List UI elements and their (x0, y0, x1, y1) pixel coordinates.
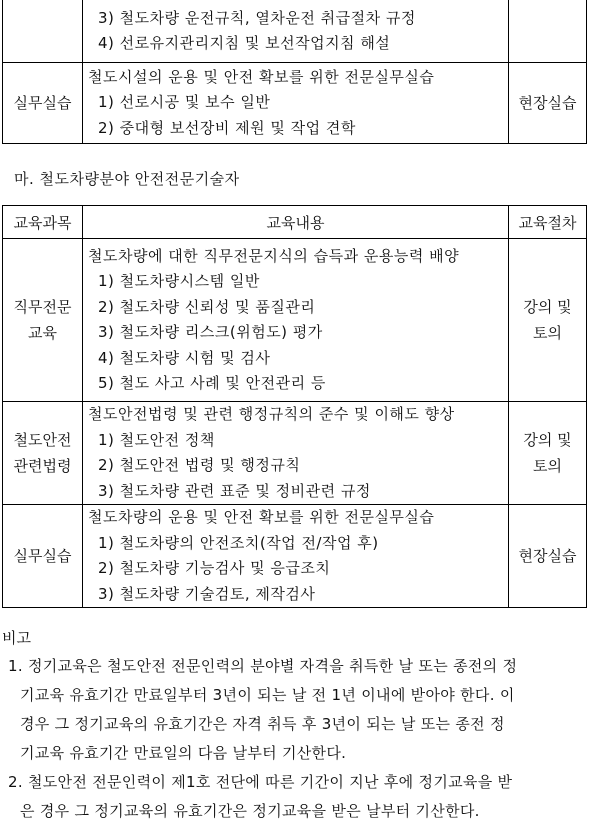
continued-row (3, 0, 587, 63)
table-row (3, 505, 587, 608)
category-label: 직무전문 (13, 298, 72, 316)
content-line: 1) 철도차량의 안전조치(작업 전/작업 후) (98, 533, 379, 552)
content-cell (83, 402, 509, 505)
category-label: 실무실습 (13, 94, 72, 112)
content-line: 2) 중대형 보선장비 제원 및 작업 견학 (98, 118, 356, 137)
content-line: 1) 선로시공 및 보수 일반 (98, 93, 271, 112)
note-line: 은 경우 그 정기교육의 유효기간은 정기교육을 받은 날부터 기산한다. (20, 802, 480, 820)
category-cell (3, 402, 83, 505)
content-line: 3) 철도차량 운전규칙, 열차운전 취급절차 규정 (98, 8, 416, 27)
content-line: 1) 철도차량시스템 일반 (98, 272, 260, 290)
note-item (2, 768, 587, 826)
category-label: 실무실습 (13, 547, 72, 565)
note-line: 경우 그 정기교육의 유효기간은 자격 취득 후 3년이 되는 날 또는 종전 정 (20, 715, 505, 733)
top-table (2, 0, 587, 144)
content-line: 2) 철도차량 신뢰성 및 품질관리 (98, 297, 316, 316)
procedure-label: 토의 (533, 457, 562, 475)
note-line: 기교육 유효기간 만료일부터 3년이 되는 날 전 1년 이내에 받아야 한다. 이 (20, 686, 515, 704)
header-row (3, 206, 587, 239)
header-cell-content: 교육내용 (83, 206, 509, 239)
note-line: 2. 철도안전 전문인력이 제1호 전단에 따른 기간이 지난 후에 정기교육을 받 (8, 773, 513, 791)
notes-title: 비고 (2, 629, 31, 647)
content-line: 4) 철도차량 시험 및 검사 (98, 348, 271, 367)
procedure-cell (509, 239, 587, 402)
content-line: 철도안전법령 및 관련 행정규칙의 준수 및 이해도 향상 (88, 405, 455, 423)
category-cell (3, 239, 83, 402)
procedure-cell (509, 402, 587, 505)
content-line: 철도시설의 운용 및 안전 확보를 위한 전문실무실습 (88, 67, 435, 86)
content-line: 3) 철도차량 관련 표준 및 정비관련 규정 (98, 481, 371, 500)
continued-procedure-cell (509, 0, 587, 63)
procedure-label: 토의 (533, 324, 562, 342)
practice-procedure-cell (509, 63, 587, 144)
content-line: 3) 철도차량 기술검토, 제작검사 (98, 584, 316, 603)
procedure-label: 강의 및 (523, 298, 572, 316)
practice-row (3, 63, 587, 144)
procedure-cell (509, 505, 587, 608)
content-line: 철도차량의 운용 및 안전 확보를 위한 전문실무실습 (88, 508, 435, 526)
category-cell (3, 505, 83, 608)
content-line: 1) 철도안전 정책 (98, 430, 215, 449)
procedure-label: 현장실습 (518, 94, 577, 112)
content-cell (83, 239, 509, 402)
note-line: 기교육 유효기간 만료일의 다음 날부터 기산한다. (20, 744, 347, 762)
main-table (2, 205, 587, 608)
content-line: 2) 철도차량 기능검사 및 응급조치 (98, 559, 331, 577)
content-line: 2) 철도안전 법령 및 행정규칙 (98, 456, 301, 474)
procedure-label: 현장실습 (518, 547, 577, 565)
content-line: 철도차량에 대한 직무전문지식의 습득과 운용능력 배양 (88, 246, 460, 265)
table-row (3, 239, 587, 402)
practice-content-cell (83, 63, 509, 144)
note-item (2, 652, 587, 768)
category-label: 관련법령 (13, 457, 72, 475)
continued-category-cell (3, 0, 83, 63)
procedure-label: 강의 및 (523, 431, 572, 449)
header-cell-procedure: 교육절차 (509, 206, 587, 239)
notes-section (2, 624, 587, 826)
practice-category-cell (3, 63, 83, 144)
category-label: 교육 (28, 324, 57, 342)
content-line: 3) 철도차량 리스크(위험도) 평가 (98, 323, 323, 341)
category-label: 철도안전 (13, 431, 72, 449)
header-cell-subject: 교육과목 (3, 206, 83, 239)
table-row (3, 402, 587, 505)
content-line: 5) 철도 사고 사례 및 안전관리 등 (98, 374, 326, 392)
section-title: 마. 철도차량분야 안전전문기술자 (14, 170, 240, 188)
continued-content-cell (83, 0, 509, 63)
note-line: 1. 정기교육은 철도안전 전문인력의 분야별 자격을 취득한 날 또는 종전의 정 (8, 657, 518, 675)
content-line: 4) 선로유지관리지침 및 보선작업지침 해설 (98, 34, 391, 52)
content-cell (83, 505, 509, 608)
